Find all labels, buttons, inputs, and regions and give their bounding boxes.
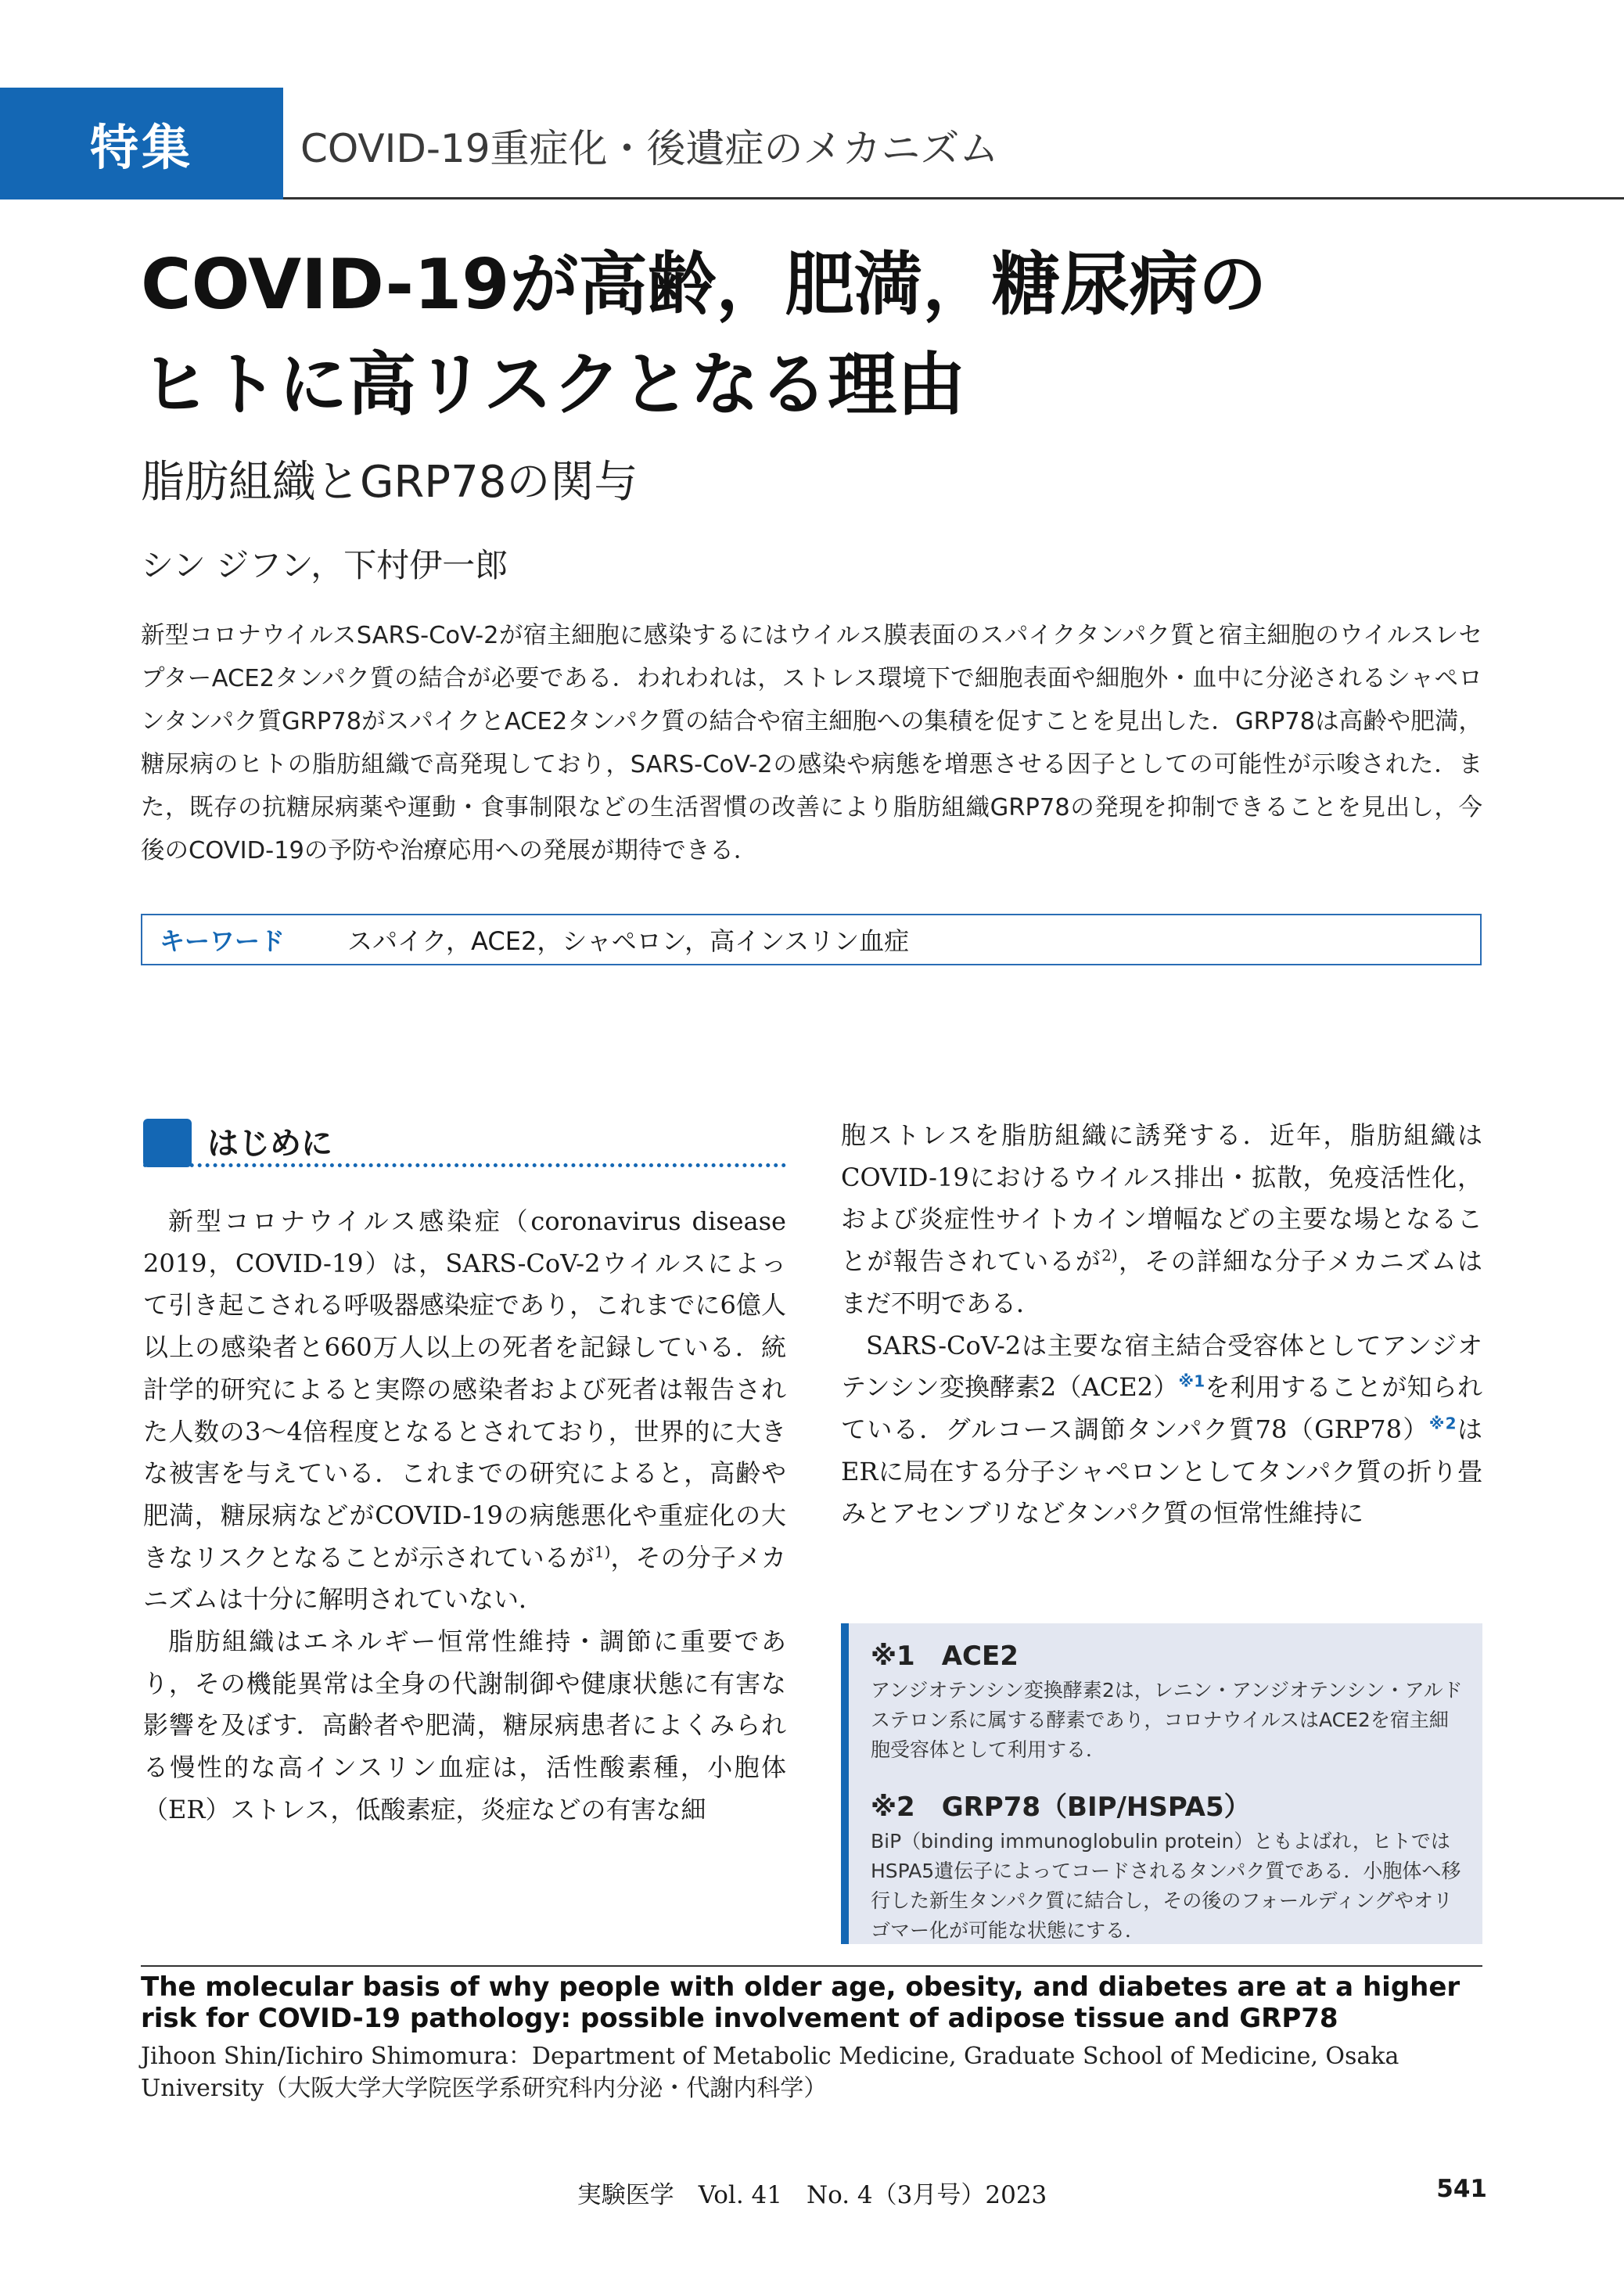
affiliation: Jihoon Shin/Iichiro Shimomura：Department of Metabolic Medicine, Graduate School of Medicine, Osaka University（大阪大学大学院医学系研究科内分泌・代謝内科学）: [141, 2043, 1399, 2102]
feature-label: 特集: [0, 88, 283, 199]
journal-info: 実験医学 Vol. 41 No. 4（3月号）2023: [577, 2181, 1047, 2209]
header-divider: [283, 197, 1624, 199]
title-line-1: COVID-19が高齢，肥満，糖尿病の: [141, 244, 1267, 325]
section-heading: はじめに: [207, 1126, 332, 1162]
paragraph-text: SARS-CoV-2は主要な宿主結合受容体としてアンジオテンシン変換酵素2（ACE2）: [841, 1330, 1482, 1403]
keywords-label: キーワード: [160, 926, 286, 956]
reference-mark: 1): [594, 1541, 611, 1561]
footer-divider: [141, 1965, 1482, 1967]
paragraph: [841, 1325, 1482, 1536]
paragraph-text: ，その分子メカニズムは十分に解明されていない．: [143, 1542, 786, 1615]
note-title-2: ※2 GRP78（BIP/HSPA5）: [871, 1792, 1251, 1823]
note-mark-1: ※1: [1178, 1371, 1205, 1391]
notes-box: [841, 1623, 1482, 1944]
paragraph: 脂肪組織はエネルギー恒常性維持・調節に重要であり，その機能異常は全身の代謝制御や健康状態に有害な影響を及ぼす．高齢者や肥満，糖尿病患者によくみられる慢性的な高インスリン血症は，活性酸素種，小胞体（ER）ストレス，低酸素症，炎症などの有害な細: [143, 1626, 786, 1824]
title-line-2: ヒトに高リスクとなる理由: [141, 344, 966, 425]
paragraph-text: 新型コロナウイルス感染症（coronavirus disease 2019，COVID-19）は，SARS-CoV-2ウイルスによって引き起こされる呼吸器感染症であり，これまでに6億人以上の感染者と660万人以上の死者を記録している．統計学的研究によると実際の感染者および死者は報告された人数の3～4倍程度となるとされており，世界的に大きな被害を与えている．これまでの研究によると，高齢や肥満，糖尿病などがCOVID-19の病態悪化や重症化の大きなリスクとなることが示されているが: [143, 1206, 786, 1572]
paragraph-text: 胞ストレスを脂肪組織に誘発する．近年，脂肪組織はCOVID-19におけるウイルス排出・拡散，免疫活性化，および炎症性サイトカイン増幅などの主要な場となることが報告されているが: [841, 1120, 1482, 1277]
abstract: 新型コロナウイルスSARS-CoV-2が宿主細胞に感染するにはウイルス膜表面のスパイクタンパク質と宿主細胞のウイルスレセプターACE2タンパク質の結合が必要である．われわれは，ストレス環境下で細胞表面や細胞外・血中に分泌されるシャペロンタンパク質GRP78がスパイクとACE2タンパク質の結合や宿主細胞への集積を促すことを見出した．GRP78は高齢や肥満，糖尿病のヒトの脂肪組織で高発現しており，SARS-CoV-2の感染や病態を増悪させる因子としての可能性が示唆された．また，既存の抗糖尿病薬や運動・食事制限などの生活習慣の改善により脂肪組織GRP78の発現を抑制できることを見出し，今後のCOVID-19の予防や治療応用への発展が期待できる．: [141, 622, 1482, 864]
note-title-1: ※1 ACE2: [871, 1641, 1019, 1672]
english-title: The molecular basis of why people with older age, obesity, and diabetes are at a higher risk for COVID-19 pathology: possible involvement of adipose tissue and GRP78: [141, 1971, 1461, 2034]
keywords-list: スパイク，ACE2，シャペロン，高インスリン血症: [347, 926, 910, 956]
section-marker-icon: [143, 1119, 192, 1167]
body-column-left: [143, 1201, 786, 1831]
note-body-1: アンジオテンシン変換酵素2は，レニン・アンジオテンシン・アルドステロン系に属する酵素であり，コロナウイルスはACE2を宿主細胞受容体として利用する．: [871, 1679, 1463, 1761]
reference-mark: 2): [1101, 1245, 1118, 1265]
authors: シン ジフン，下村伊一郎: [141, 546, 508, 584]
page-number: 541: [1436, 2175, 1487, 2203]
article-title: [141, 235, 1518, 435]
paragraph: [841, 1115, 1482, 1325]
paragraph-text: ，その詳細な分子メカニズムはまだ不明である．: [841, 1246, 1482, 1318]
body-column-right: [841, 1115, 1482, 1535]
feature-title: COVID-19重症化・後遺症のメカニズム: [300, 126, 999, 171]
section-divider: [143, 1163, 786, 1167]
paragraph: [143, 1201, 786, 1621]
paragraph-text: を利用することが知られている．グルコース調節タンパク質78（GRP78）: [841, 1372, 1482, 1444]
keywords-box: [141, 914, 1482, 965]
note-mark-2: ※2: [1428, 1414, 1457, 1433]
article-subtitle: 脂肪組織とGRP78の関与: [141, 457, 638, 508]
paragraph-text: はERに局在する分子シャペロンとしてタンパク質の折り畳みとアセンブリなどタンパク質の恒常性維持に: [841, 1414, 1482, 1529]
note-body-2: BiP（binding immunoglobulin protein）ともよばれ，ヒトではHSPA5遺伝子によってコードされるタンパク質である．小胞体へ移行した新生タンパク質に結合し，その後のフォールディングやオリゴマー化が可能な状態にする．: [871, 1830, 1461, 1942]
